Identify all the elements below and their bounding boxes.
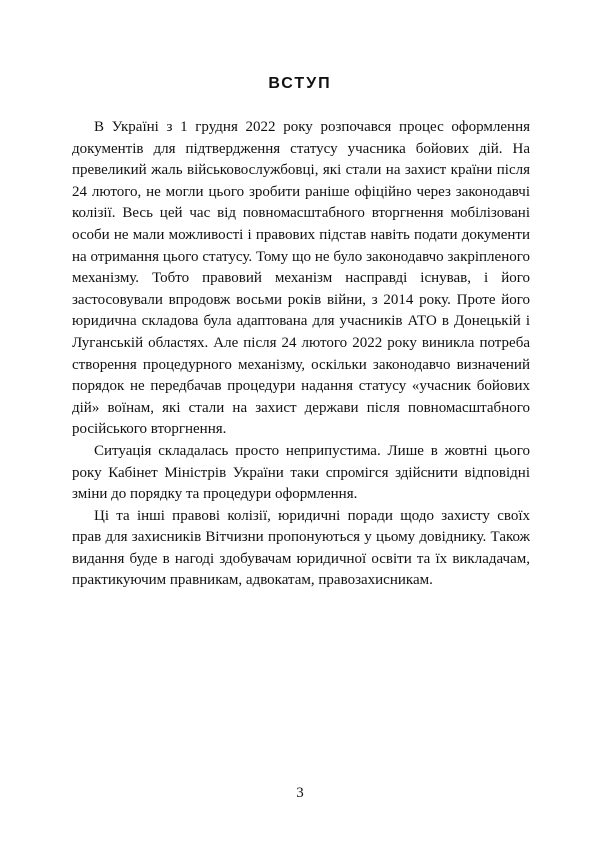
paragraph-2: Ситуація складалась просто неприпустима. Лише в жовтні цього року Кабінет Міністрів України таки спромігся здійснити відповідні зміни до порядку та процедури оформлення. <box>72 442 530 503</box>
paragraph-1: В Україні з 1 грудня 2022 року розпочався процес оформлення документів для підтвердження статусу учасника бойових дій. На превеликий жаль військовослужбовці, які стали на захист країни після 24 лютого, не могли цього зробити раніше офіційно через законодавчі колізії. Весь цей час від повномасштабного вторгнення мобілізовані особи не мали можливості і правових підстав навіть подати документи на отримання цього статусу. Тому що не було законодавчо закріпленого механізму. Тобто правовий механізм насправді існував, і його застосовували впродовж восьми років війни, з 2014 року. Проте його юридична складова була адаптована для учасників АТО в Донецькій і Луганській областях. Але після 24 лютого 2022 року виникла потреба створення процедурного механізму, оскільки законодавчо визначений порядок не передбачав процедури надання статусу «учасник бойових дій» воїнам, які стали на захист держави після повномасштабного російського вторгнення. <box>72 119 530 438</box>
body-text <box>72 117 530 592</box>
paragraph-3: Ці та інші правові колізії, юридичні поради щодо захисту своїх прав для захисників Вітчизни пропонуються у цьому довіднику. Також видання буде в нагоді здобувачам юридичної освіти та їх викладачам, практикуючим правникам, адвокатам, правозахисникам. <box>72 507 530 589</box>
page-number: 3 <box>296 785 304 801</box>
section-title: ВСТУП <box>268 75 332 92</box>
